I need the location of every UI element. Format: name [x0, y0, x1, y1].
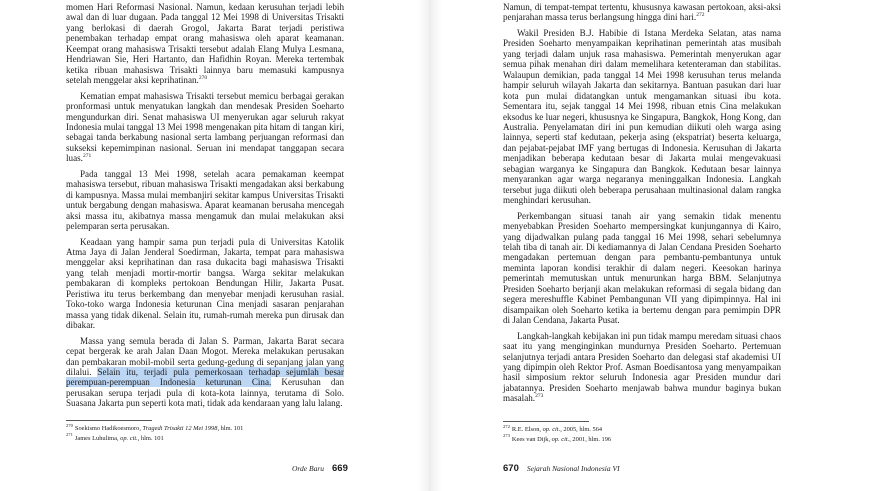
footnote-page: , 2001, hlm. 196: [569, 435, 612, 443]
paragraph-text: Keadaan yang hampir sama pun terjadi pula di Universitas Katolik Atma Jaya di Jalan Jenderal Soedirman, Jakarta, tempat para mahasiswa menggelar aksi keprihatinan dan rasa dukacita bagi mahasiswa Trisakti yang telah menjadi mortir-mortir bangsa. Warga sekitar melakukan pembakaran di kompleks pertokoan Bendungan Hilir, Jakarta Pusat. Peristiwa itu terus berkembang dan menyebar menjadi kerusuhan rasial. Toko-toko warga Indonesia keturunan Cina menjadi sasaran penjarahan massa yang tidak dikenal. Selain itu, rumah-rumah mereka pun dirusak dan dibakar.: [66, 236, 344, 331]
paragraph-text: Massa yang semula berada di Jalan S. Parman, Jakarta Barat secara cepat bergerak ke arah Jalan Daan Mogot. Mereka melakukan perusakan dan pembakaran mobil-mobil serta gedung-gedung di sepanjang jalan yang dilalui.: [66, 335, 344, 377]
paragraph: [503, 211, 781, 326]
running-head: Sejarah Nasional Indonesia VI: [526, 464, 620, 473]
paragraph: [503, 2, 781, 23]
footnote: [503, 435, 781, 445]
footnote-marker[interactable]: 271: [82, 153, 92, 160]
paragraph-text: Namun, di tempat-tempat tertentu, khususnya kawasan pertokoan, aksi-aksi penjarahan massa terus berlangsung hingga dini hari.: [503, 2, 781, 23]
paragraph-text: Langkah-langkah kebijakan ini pun tidak mampu meredam situasi chaos saat itu yang menginginkan mundurnya Presiden Soeharto. Pertemuan selanjutnya terjadi antara Presiden Soeharto dan delegasi staf akademisi UI yang dipimpin oleh Rektor Prof. Asman Boedisantosa yang menyampaikan hasil simposium rektor seluruh Indonesia agar Presiden mundur dari jabatannya. Presiden Soeharto menjawab bahwa mundur baginya bukan masalah.: [503, 330, 781, 404]
left-page-body: [66, 2, 344, 414]
paragraph: [66, 2, 344, 86]
footnote-page: , hlm. 101: [137, 434, 164, 442]
footnote: [66, 434, 344, 444]
footnote-divider: [66, 420, 152, 421]
footnote-author: Kees van Dijk,: [511, 435, 552, 443]
footnote-number: 273: [503, 433, 510, 439]
footnote-number: 270: [66, 422, 73, 428]
footnote: [503, 425, 781, 435]
footnotes: [66, 424, 344, 443]
footnote-page: , 2005, hlm. 564: [560, 426, 603, 433]
footnote-title: Tragedi Trisakti 12 Mei 1998: [142, 425, 218, 432]
footnote-author: R.E. Elson,: [511, 426, 543, 433]
left-page: [0, 0, 420, 491]
footnotes: [503, 425, 781, 444]
page-number: 670: [503, 463, 519, 474]
paragraph: [503, 331, 781, 404]
footnote: [66, 424, 344, 434]
paragraph-text: Kematian empat mahasiswa Trisakti tersebut memicu berbagai gerakan pronformasi untuk menyatukan langkah dan mendesak Presiden Soeharto mengundurkan diri. Senat mahasiswa UI menyerukan agar seluruh rakyat Indonesia mulai tanggal 13 Mei 1998 mengenakan pita hitam di tangan kiri, sebagai tanda berkabung nasional serta lambang perjuangan reformasi dan sukseksi kepemimpinan nasional. Seruan ini mendapat tanggapan secara luas.: [66, 90, 344, 164]
page-footer: [292, 458, 348, 476]
page-footer: [503, 458, 620, 476]
footnote-author: Soekismo Hadikoesmoro,: [74, 425, 143, 432]
running-head: Orde Baru: [292, 464, 325, 473]
paragraph-text: Perkembangan situasi tanah air yang semakin tidak menentu menyebabkan Presiden Soeharto mempersingkat kunjungannya di Kairo, yang dijadwalkan pulang pada tanggal 16 Mei 1998, sehari sebelumnya telah tiba di tanah air. Di kediamannya di Jalan Cendana Presiden Soeharto mengadakan pertemuan dengan para pembantu-pembantunya untuk meminta laporan kondisi terakhir di dalam negeri. Keesokan harinya pemerintah memutuskan untuk menurunkan harga BBM. Selanjutnya Presiden Soeharto berjanji akan melakukan reformasi di segala bidang dan segera mereshuffle Kabinet Pembangunan VII yang dipimpinnya. Hal ini disampaikan oleh Soeharto ketika ia bertemu dengan para pemimpin DPR di Jalan Cendana, Jakarta Pusat.: [503, 210, 781, 326]
footnote-page: , hlm. 101: [217, 425, 244, 432]
paragraph-text: momen Hari Reformasi Nasional. Namun, kedaan kerusuhan terjadi lebih awal dan di luar dugaan. Pada tanggal 12 Mei 1998 di Universitas Trisakti yang berlokasi di daerah Grogol, Jakarta Barat terjadi peristiwa penembakan terhadap empat orang mahasiswa oleh aparat keamanan. Keempat orang mahasiswa Trisakti tersebut adalah Elang Mulya Lesmana, Hendriawan Sie, Heri Hartanto, dan Hafidhin Royan. Mereka tertembak ketika ribuan mahasiswa Trisakti lainnya baru memasuki kampusnya setelah menggelar aksi keprihatinan.: [66, 2, 344, 86]
selected-text-highlight[interactable]: Selain itu, terjadi pula pemerkosaan terhadap sejumlah besar perempuan-perempuan Indonesia keturunan Cina.: [66, 366, 344, 388]
paragraph-text: Kerusuhan dan perusakan serupa terjadi pula di kota-kota lainnya, terutama di Solo. Suasana Jakarta pun seperti kota mati, tidak ada kendaraan yang lalu lalang.: [66, 377, 344, 409]
paragraph: [503, 28, 781, 206]
footnote-title: op. cit.: [120, 434, 138, 442]
paragraph: [66, 237, 344, 331]
right-page-body: [503, 2, 781, 409]
footnote-marker[interactable]: 272: [696, 12, 705, 19]
footnote-divider: [503, 421, 589, 422]
footnote-title: op. cit.: [551, 435, 570, 443]
footnote-number: 272: [503, 423, 510, 429]
footnote-number: 271: [66, 432, 73, 438]
paragraph: [66, 91, 344, 164]
paragraph: [66, 336, 344, 409]
page-number: 669: [332, 463, 348, 474]
paragraph: [66, 169, 344, 232]
footnote-author: James Luhulima,: [74, 434, 121, 442]
footnote-marker[interactable]: 270: [198, 75, 208, 82]
right-page: [440, 0, 871, 491]
paragraph-text: Pada tanggal 13 Mei 1998, setelah acara pemakaman keempat mahasiswa tersebut, ribuan mahasiswa Trisakti mengadakan aksi berkabung di kampusnya. Massa mulai membanjiri sekitar kampus Universitas Trisakti untuk bergabung dengan mahasiswa. Aparat keamanan berusaha mencegah aksi massa itu, akibatnya massa mengamuk dan mulai melakukan aksi pelemparan serta perusakan.: [66, 168, 344, 232]
footnote-title: op. cit.: [542, 426, 561, 433]
paragraph-text: Wakil Presiden B.J. Habibie di Istana Merdeka Selatan, atas nama Presiden Soeharto menyampaikan keprihatinan pemerintah atas musibah yang terjadi dalam unjuk rasa mahasiswa. Pemerintah menyerukan agar semua pihak menahan diri dalam memelihara ketenteraman dan stabilitas. Walaupun demikian, pada tanggal 14 Mei 1998 kerusuhan terus melanda hampir seluruh wilayah Jakarta dan sekitarnya. Bantuan pasukan dari luar kota pun mulai didatangkan untuk mengamankan situasi ibu kota. Sementara itu, sejak tanggal 14 Mei 1998, ribuan etnis Cina melakukan eksodus ke luar negeri, khususnya ke Singapura, Bangkok, Hong Kong, dan Australia. Penyelamatan diri ini pun kemudian diikuti oleh warga asing lainnya, seperti staf kedutaan, pekerja asing (ekspatriat) beserta keluarga, dan pejabat-pejabat IMF yang bertugas di Indonesia. Kerusuhan di Jakarta menjadikan beberapa kedutaan besar di Jakarta mulai mengevakuasi sebagian warganya ke Singapura dan Bangkok. Kedutaan besar lainnya menyarankan agar warga negaranya meninggalkan Indonesia. Langkah tersebut juga diikuti oleh beberapa perusahaan multinasional dalam rangka menghindari kerusuhan.: [503, 27, 781, 206]
book-gutter: [418, 0, 442, 491]
footnote-marker[interactable]: 273: [535, 393, 544, 400]
